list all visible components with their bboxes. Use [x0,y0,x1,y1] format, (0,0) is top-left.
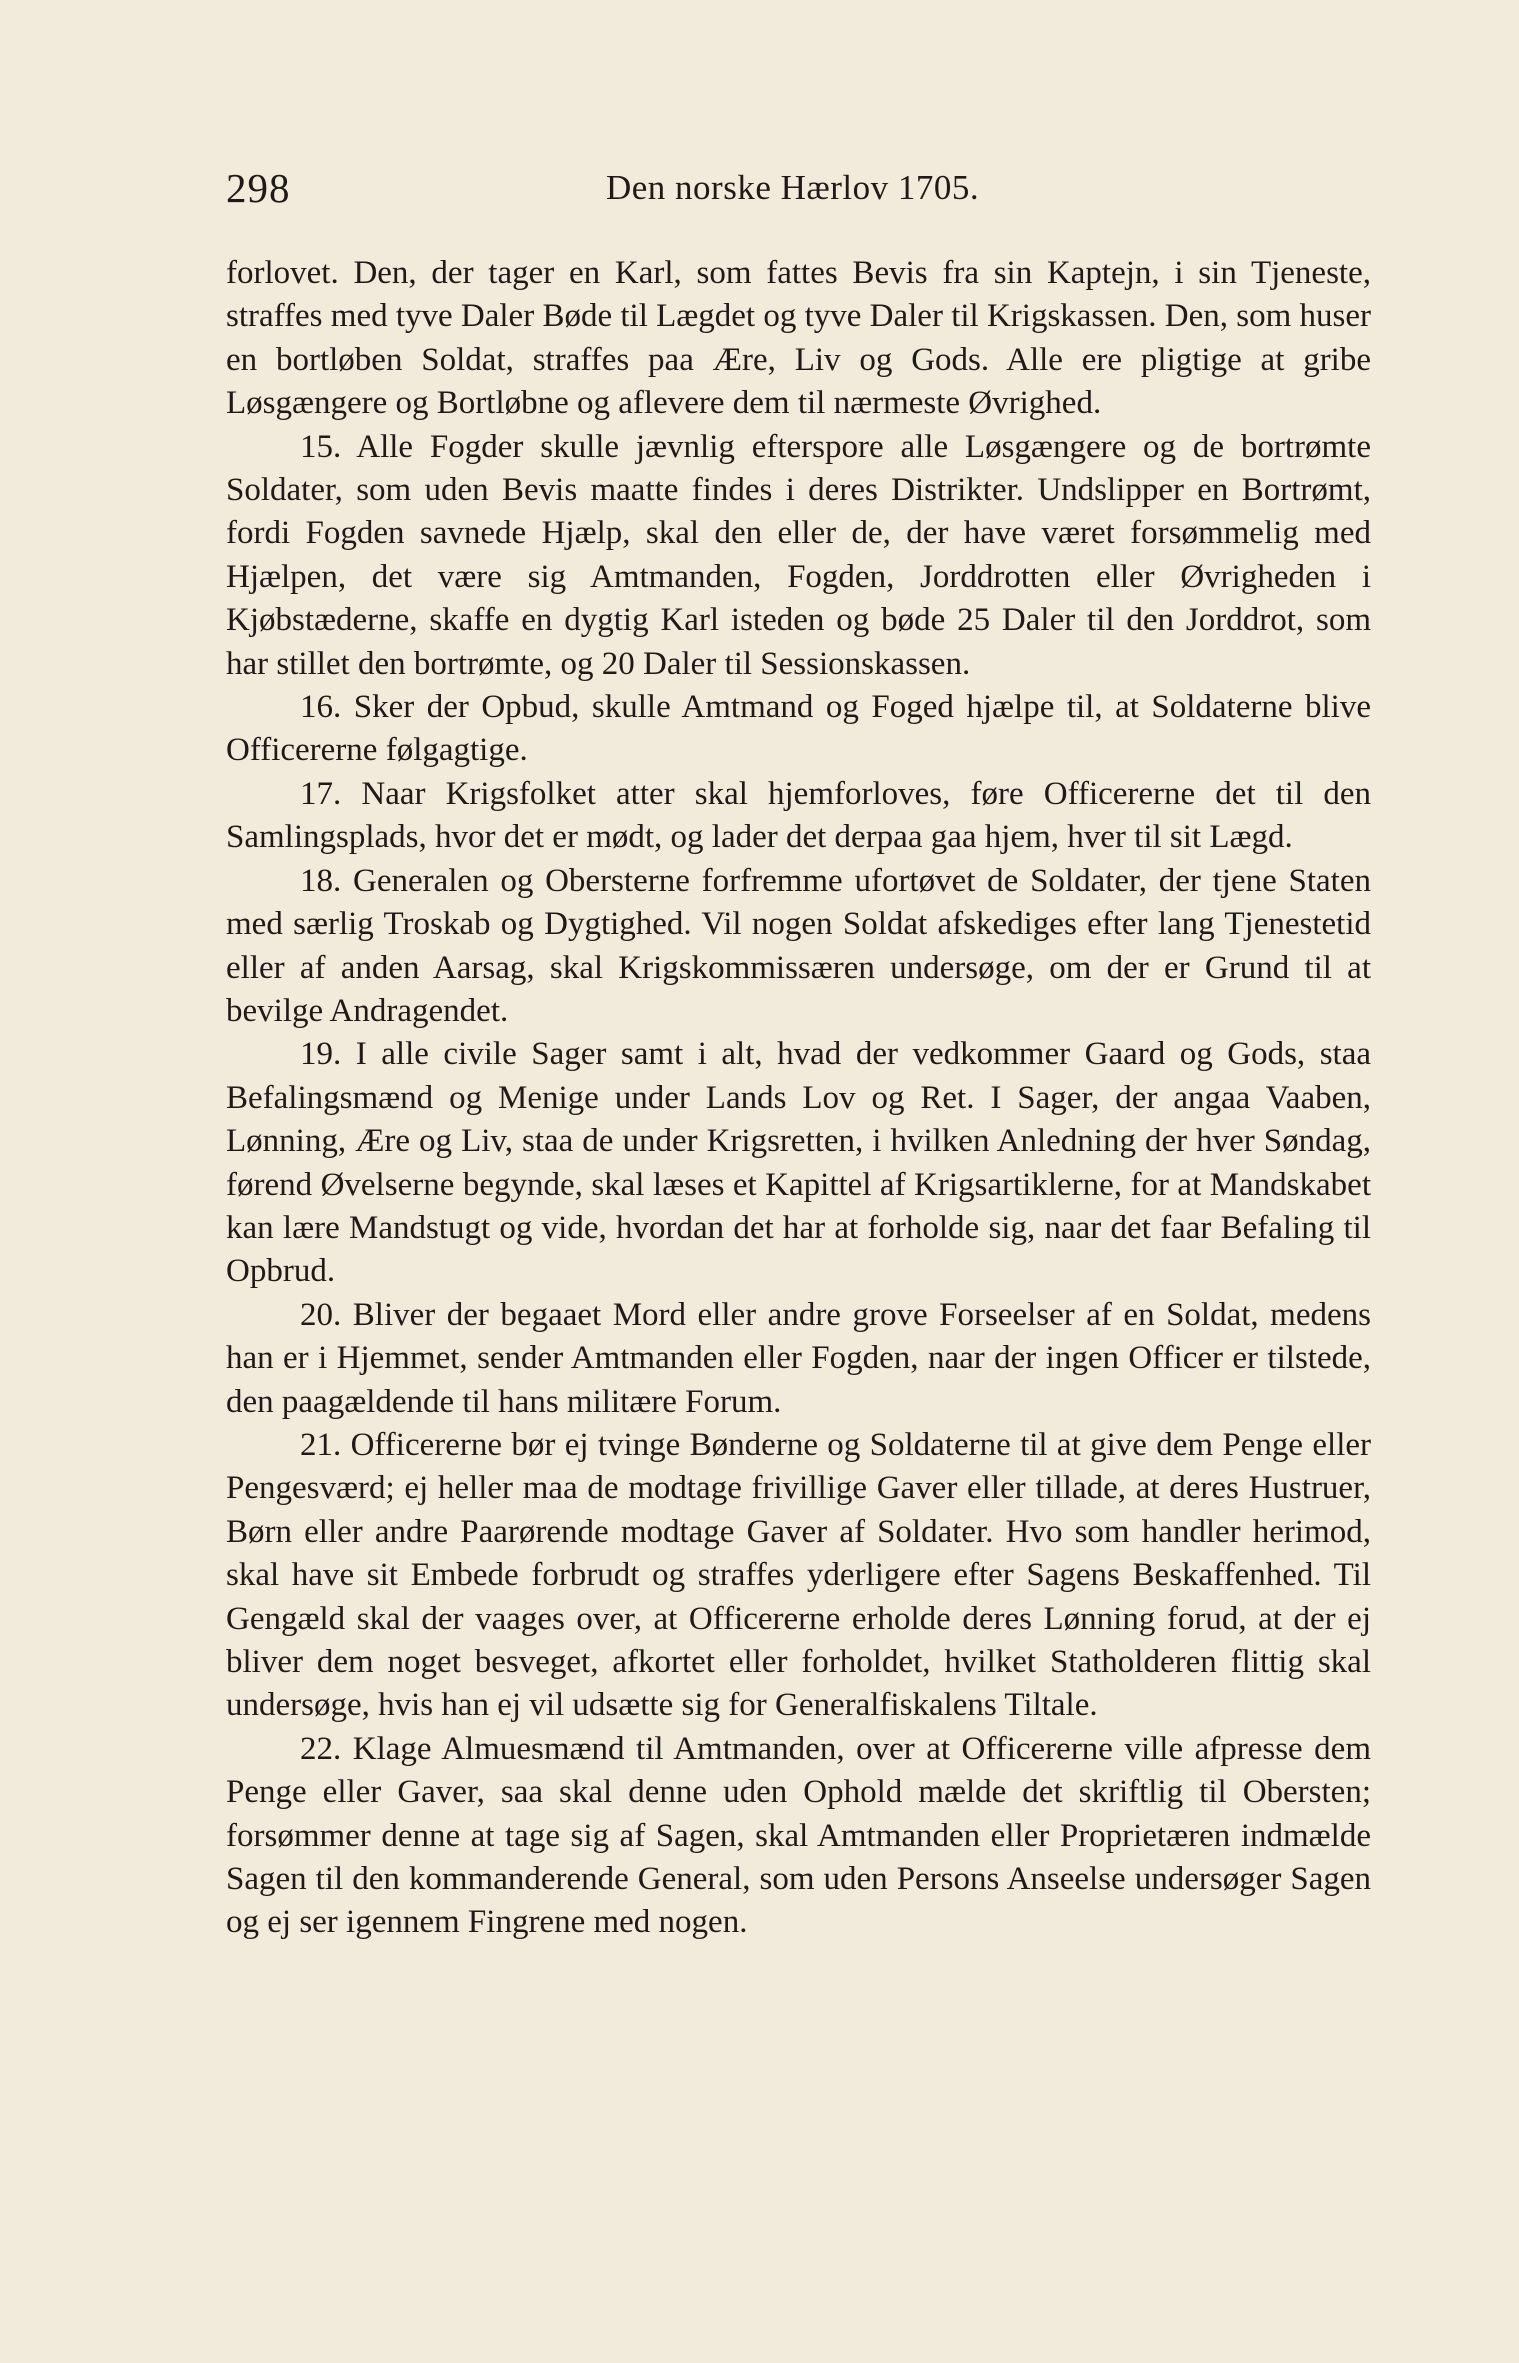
paragraph-continuation: forlovet. Den, der tager en Karl, som fattes Bevis fra sin Kaptejn, i sin Tjeneste, straffes med tyve Daler Bøde til Lægdet og tyve Daler til Krigskassen. Den, som huser en bortløben Soldat, straffes paa Ære, Liv og Gods. Alle ere pligtige at gribe Løsgængere og Bortløbne og aflevere dem til nærmeste Øvrighed. [226,255,1371,422]
page-number: 298 [226,165,291,211]
body-text [226,252,1371,1945]
paragraph-16: 16. Sker der Opbud, skulle Amtmand og Foged hjælpe til, at Soldaterne blive Officererne følgagtige. [226,689,1371,769]
paragraph-22: 22. Klage Almuesmænd til Amtmanden, over at Officererne ville afpresse dem Penge eller Gaver, saa skal denne uden Ophold mælde det skriftlig til Obersten; forsømmer denne at tage sig af Sagen, skal Amtmanden eller Proprietæren indmælde Sagen til den kommanderende General, som uden Persons Anseelse undersøger Sagen og ej ser igennem Fingrene med nogen. [226,1730,1371,1941]
paragraph-17: 17. Naar Krigsfolket atter skal hjemforloves, føre Officererne det til den Samlingsplads, hvor det er mødt, og lader det derpaa gaa hjem, hver til sit Lægd. [226,775,1371,856]
paragraph-21: 21. Officererne bør ej tvinge Bønderne og Soldaterne til at give dem Penge eller Pengesværd; ej heller maa de modtage frivillige Gaver eller tillade, at deres Hustruer, Børn eller andre Paarørende modtage Gaver af Soldater. Hvo som handler herimod, skal have sit Embede forbrudt og straffes yderligere efter Sagens Beskaffenhed. Til Gengæld skal der vaages over, at Officererne erholde deres Lønning forud, at der ej bliver dem noget besveget, afkortet eller forholdet, hvilket Statholderen flittig skal undersøge, hvis han ej vil udsætte sig for Generalfiskalens Tiltale. [226,1426,1371,1724]
running-title: Den norske Hærlov 1705. [606,168,980,207]
page-header [226,158,1371,218]
paragraph-15: 15. Alle Fogder skulle jævnlig efterspore alle Løsgængere og de bortrømte Soldater, som uden Bevis maatte findes i deres Distrikter. Undslipper en Bortrømt, fordi Fogden savnede Hjælp, skal den eller de, der have været forsømmelig med Hjælpen, det være sig Amtmanden, Fogden, Jorddrotten eller Øvrigheden i Kjøbstæderne, skaffe en dygtig Karl isteden og bøde 25 Daler til den Jorddrot, som har stillet den bortrømte, og 20 Daler til Sessionskassen. [226,428,1371,682]
paragraph-18: 18. Generalen og Obersterne forfremme ufortøvet de Soldater, der tjene Staten med særlig Troskab og Dygtighed. Vil nogen Soldat afskediges efter lang Tjenestetid eller af anden Aarsag, skal Krigskommissæren undersøge, om der er Grund til at bevilge Andragendet. [226,862,1371,1029]
paragraph-19: 19. I alle civile Sager samt i alt, hvad der vedkommer Gaard og Gods, staa Befalingsmænd og Menige under Lands Lov og Ret. I Sager, der angaa Vaaben, Lønning, Ære og Liv, staa de under Krigsretten, i hvilken Anledning der hver Søndag, førend Øvelserne begynde, skal læses et Kapittel af Krigsartiklerne, for at Mandskabet kan lære Mandstugt og vide, hvordan det har at forholde sig, naar det faar Befaling til Opbrud. [226,1036,1371,1290]
paragraph-20: 20. Bliver der begaaet Mord eller andre grove Forseelser af en Soldat, medens han er i Hjemmet, sender Amtmanden eller Fogden, naar der ingen Officer er tilstede, den paagældende til hans militære Forum. [226,1296,1371,1420]
